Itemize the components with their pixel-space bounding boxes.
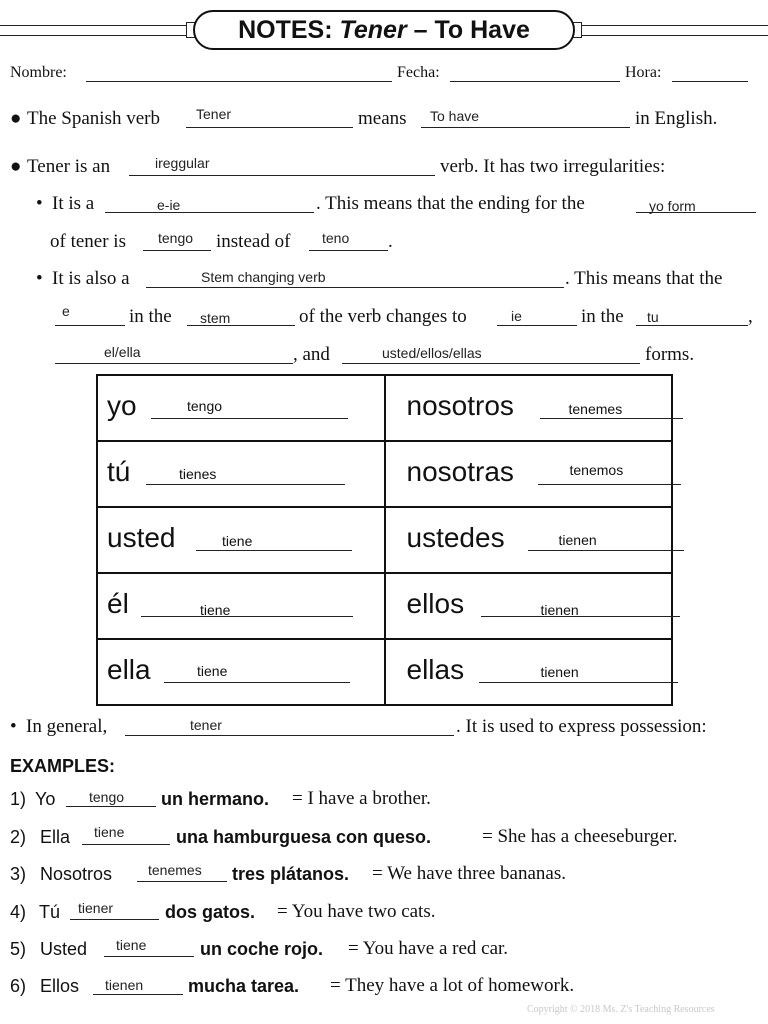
blank-line[interactable] <box>421 127 630 128</box>
note-text: instead of <box>216 231 291 252</box>
table-row <box>97 507 672 573</box>
example-translation: = They have a lot of homework. <box>330 975 575 996</box>
example-number: 4) <box>10 902 27 922</box>
bullet: ● <box>10 108 22 129</box>
example-phrase: tres plátanos. <box>232 864 350 884</box>
note-text: in the <box>581 306 624 327</box>
example-number: 1) <box>10 789 27 809</box>
blank-line[interactable] <box>55 325 125 326</box>
pronoun-label: ustedes <box>406 522 505 553</box>
example-translation: = You have two cats. <box>277 901 436 922</box>
answer-text: tengo <box>158 230 194 246</box>
table-row <box>97 639 672 705</box>
note-text: , and <box>293 344 330 365</box>
note-text: , <box>748 306 753 327</box>
blank-line[interactable] <box>497 325 577 326</box>
blank-line[interactable] <box>540 418 683 419</box>
sub-bullet: • <box>36 268 43 289</box>
example-subject: Tú <box>39 902 61 922</box>
table-cell <box>385 507 673 573</box>
blank-line[interactable] <box>636 325 748 326</box>
example-number: 3) <box>10 864 27 884</box>
pronoun-label: nosotros <box>406 390 514 421</box>
note-text: of the verb changes to <box>299 306 467 327</box>
answer-text: Stem changing verb <box>201 269 326 285</box>
example-translation: = She has a cheeseburger. <box>482 826 678 847</box>
blank-line[interactable] <box>105 212 314 213</box>
example-subject: Nosotros <box>40 864 113 884</box>
answer-text: tengo <box>89 789 125 805</box>
blank-line[interactable] <box>151 418 348 419</box>
answer-text: tienen <box>558 532 597 548</box>
answer-text: Tener <box>196 106 232 122</box>
answer-text: el/ella <box>104 344 141 360</box>
blank-line[interactable] <box>125 735 454 736</box>
note-text: . <box>388 231 393 252</box>
answer-text: ireggular <box>155 155 210 171</box>
answer-text: usted/ellos/ellas <box>382 345 482 361</box>
note-text: . This means that the <box>565 268 723 289</box>
examples-heading: EXAMPLES: <box>10 756 116 776</box>
pronoun-label: ella <box>107 654 151 685</box>
note-text: means <box>358 108 407 129</box>
answer-text: tienen <box>540 602 579 618</box>
answer-text: tienen <box>105 977 144 993</box>
pronoun-label: usted <box>107 522 176 553</box>
example-subject: Usted <box>40 939 88 959</box>
answer-text: e-ie <box>157 197 181 213</box>
title-suffix: – To Have <box>413 15 530 44</box>
blank-line[interactable] <box>528 550 684 551</box>
example-translation: = We have three bananas. <box>372 863 566 884</box>
blank-line[interactable] <box>196 550 352 551</box>
title-prefix: NOTES: <box>238 15 333 44</box>
example-phrase: una hamburguesa con queso. <box>176 827 432 847</box>
pronoun-label: yo <box>107 390 137 421</box>
example-subject: Ellos <box>40 976 80 996</box>
answer-text: teno <box>322 230 350 246</box>
blank-line[interactable] <box>186 127 353 128</box>
table-cell <box>385 639 673 705</box>
note-text: In general, <box>26 716 108 737</box>
answer-text: To have <box>430 108 480 124</box>
answer-text: tiene <box>200 602 231 618</box>
table-cell <box>97 507 385 573</box>
answer-text: stem <box>200 310 231 326</box>
example-phrase: dos gatos. <box>165 902 256 922</box>
blank-line[interactable] <box>104 956 194 957</box>
blank-line[interactable] <box>481 616 680 617</box>
blank-line[interactable] <box>342 363 640 364</box>
note-text: of tener is <box>50 231 126 252</box>
answer-text: tenemes <box>148 862 202 878</box>
blank-line[interactable] <box>146 287 564 288</box>
example-subject: Ella <box>40 827 71 847</box>
example-subject: Yo <box>35 789 56 809</box>
pronoun-label: nosotras <box>406 456 514 487</box>
blank-line[interactable] <box>137 881 227 882</box>
note-text: in English. <box>635 108 718 129</box>
pronoun-label: tú <box>107 456 131 487</box>
note-text: . It is used to express possession: <box>456 716 707 737</box>
pronoun-label: él <box>107 588 129 619</box>
answer-text: yo form <box>649 198 696 214</box>
table-row <box>97 375 672 441</box>
bullet: ● <box>10 156 22 177</box>
pronoun-label: ellas <box>406 654 465 685</box>
blank-line[interactable] <box>146 484 345 485</box>
blank-line[interactable] <box>309 250 388 251</box>
blank-line[interactable] <box>141 616 353 617</box>
pronoun-label: ellos <box>406 588 465 619</box>
sub-bullet: • <box>36 193 43 214</box>
example-translation: = You have a red car. <box>348 938 509 959</box>
page-title <box>193 10 575 50</box>
note-text: It is also a <box>52 268 130 289</box>
table-cell <box>97 573 385 639</box>
table-cell <box>385 441 673 507</box>
answer-text: tienes <box>179 466 217 482</box>
answer-text: tu <box>647 309 659 325</box>
blank-line[interactable] <box>55 363 293 364</box>
note-text: It is a <box>52 193 95 214</box>
example-phrase: un coche rojo. <box>200 939 324 959</box>
note-text: Tener is an <box>27 156 111 177</box>
example-phrase: mucha tarea. <box>188 976 300 996</box>
blank-line[interactable] <box>82 844 170 845</box>
example-translation: = I have a brother. <box>292 788 431 809</box>
example-number: 6) <box>10 976 27 996</box>
bullet: • <box>10 716 17 737</box>
example-number: 5) <box>10 939 27 959</box>
note-text: in the <box>129 306 172 327</box>
answer-text: tenemos <box>569 462 624 478</box>
answer-text: tener <box>190 717 222 733</box>
hora-field[interactable] <box>672 81 748 82</box>
blank-line[interactable] <box>143 250 211 251</box>
blank-line[interactable] <box>66 806 156 807</box>
copyright-text: Copyright © 2018 Ms. Z's Teaching Resources <box>527 1004 715 1015</box>
nombre-field[interactable] <box>86 81 392 82</box>
blank-line[interactable] <box>479 682 678 683</box>
answer-text: tiener <box>78 900 114 916</box>
table-cell <box>385 375 673 441</box>
answer-text: tiene <box>197 663 228 679</box>
blank-line[interactable] <box>93 994 183 995</box>
conjugation-table <box>96 374 673 706</box>
table-row <box>97 441 672 507</box>
fecha-label: Fecha: <box>397 64 440 81</box>
table-cell <box>97 375 385 441</box>
answer-text: tenemes <box>568 401 623 417</box>
answer-text: e <box>62 303 70 319</box>
answer-text: ie <box>511 308 522 324</box>
blank-line[interactable] <box>538 484 681 485</box>
table-row <box>97 573 672 639</box>
table-cell <box>97 639 385 705</box>
note-text: verb. It has two irregularities: <box>440 156 666 177</box>
answer-text: tiene <box>94 824 125 840</box>
blank-line[interactable] <box>129 175 435 176</box>
answer-text: tiene <box>116 937 147 953</box>
answer-text: tiene <box>222 533 253 549</box>
title-verb: Tener <box>339 15 407 44</box>
table-cell <box>385 573 673 639</box>
blank-line[interactable] <box>164 682 350 683</box>
example-phrase: un hermano. <box>161 789 270 809</box>
answer-text: tengo <box>187 398 223 414</box>
hora-label: Hora: <box>625 64 662 81</box>
answer-text: tienen <box>540 664 579 680</box>
note-text: forms. <box>645 344 695 365</box>
blank-line[interactable] <box>70 919 159 920</box>
note-text: . This means that the ending for the <box>316 193 585 214</box>
note-text: The Spanish verb <box>27 108 160 129</box>
example-number: 2) <box>10 827 27 847</box>
table-cell <box>97 441 385 507</box>
nombre-label: Nombre: <box>10 64 67 81</box>
fecha-field[interactable] <box>450 81 620 82</box>
